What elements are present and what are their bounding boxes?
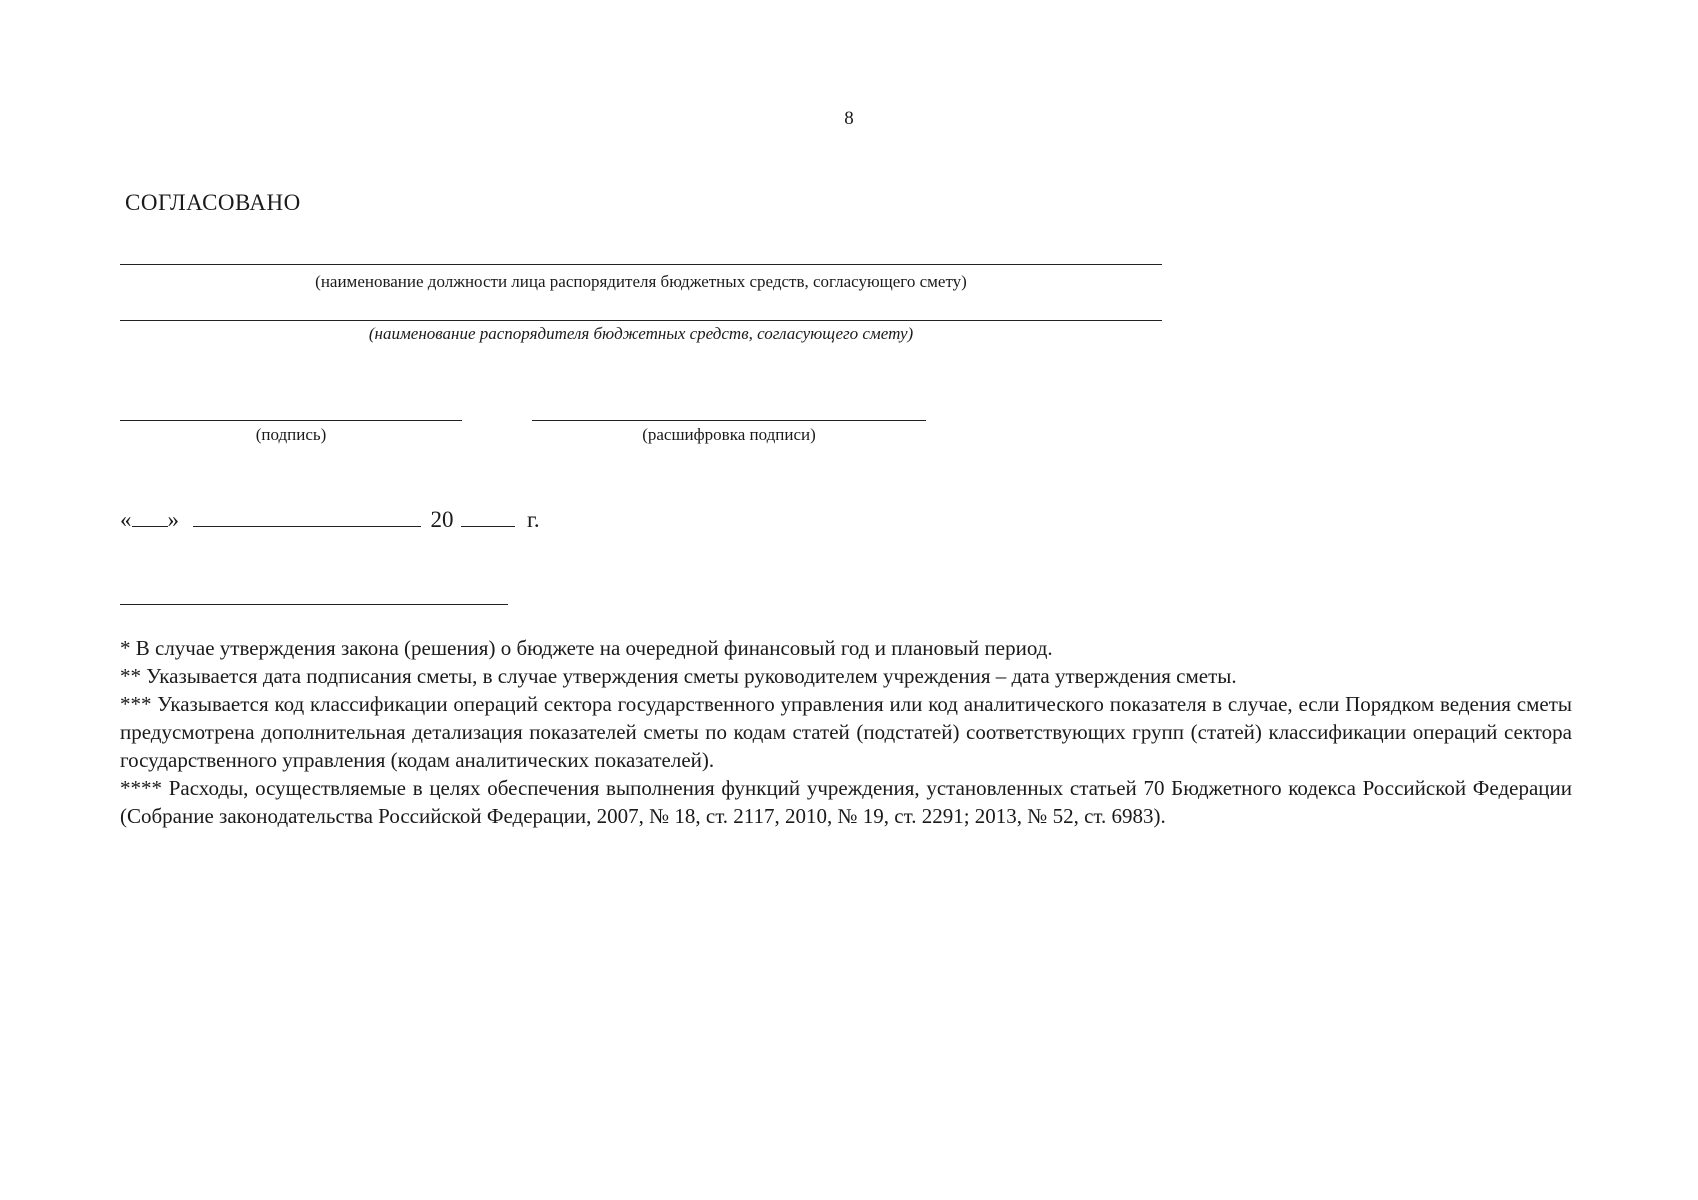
page-number: 8	[844, 108, 854, 129]
signature-caption: (подпись)	[255, 425, 327, 444]
month-blank	[193, 508, 421, 527]
position-caption: (наименование должности лица распорядителя бюджетных средств, согласующего смету)	[315, 272, 967, 291]
signature-decoding-blank-line	[532, 420, 926, 421]
footnote-separator	[120, 604, 508, 605]
footnotes	[120, 634, 1572, 830]
footnote-2: ** Указывается дата подписания сметы, в случае утверждения сметы руководителем учреждения – дата утверждения сметы.	[120, 664, 1237, 688]
signature-decoding-caption: (расшифровка подписи)	[642, 425, 816, 444]
year-blank	[461, 508, 515, 527]
footnote-1: * В случае утверждения закона (решения) о бюджете на очередной финансовый год и плановый период.	[120, 636, 1053, 660]
position-blank-line	[120, 264, 1162, 265]
date-open-quote: «	[120, 507, 132, 532]
footnote-4: **** Расходы, осуществляемые в целях обеспечения выполнения функций учреждения, установленных статьей 70 Бюджетного кодекса Российской Федерации (Собрание законодательства Российской Федерации, 2007, № 18, ст. 2117, 2010, № 19, ст. 2291; 2013, № 52, ст. 6983).	[120, 776, 1572, 828]
day-blank	[132, 508, 168, 527]
organization-blank-line	[120, 320, 1162, 321]
year-prefix: 20	[430, 507, 454, 532]
signature-blank-line	[120, 420, 462, 421]
approved-heading: СОГЛАСОВАНО	[125, 190, 301, 215]
footnote-3: *** Указывается код классификации операций сектора государственного управления или код аналитического показателя в случае, если Порядком ведения сметы предусмотрена дополнительная детализация показателей сметы по кодам статей (подстатей) соответствующих групп (статей) классификации операций сектора государственного управления (кодам аналитических показателей).	[120, 692, 1572, 772]
year-suffix: г.	[527, 507, 540, 532]
date-line	[120, 507, 540, 533]
date-close-quote: »	[167, 507, 179, 532]
organization-caption: (наименование распорядителя бюджетных средств, согласующего смету)	[368, 324, 914, 343]
